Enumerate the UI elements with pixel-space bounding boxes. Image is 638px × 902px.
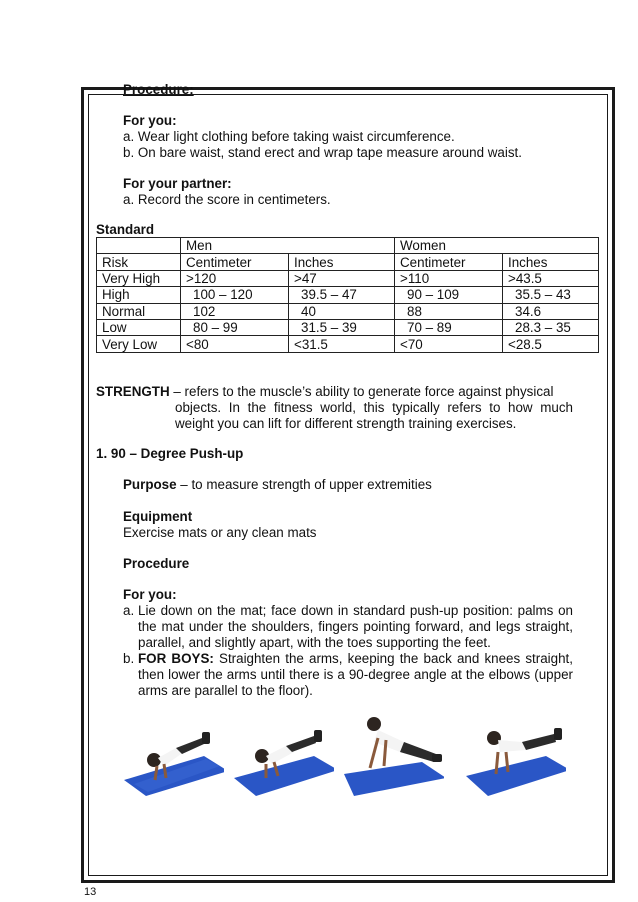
- table-cell: 100 – 120: [181, 287, 289, 303]
- table-cell: Very High: [97, 270, 181, 286]
- arm: [370, 738, 378, 768]
- table-cell: 40: [289, 303, 395, 319]
- strength-definition-line1: [96, 384, 553, 400]
- waist-standard-table: [96, 237, 599, 353]
- procedure-label: Procedure: [123, 556, 190, 571]
- table-cell: 80 – 99: [181, 319, 289, 335]
- pants: [176, 738, 204, 754]
- purpose-label: Purpose: [123, 477, 177, 492]
- head: [367, 717, 381, 731]
- table-cell: <28.5: [503, 336, 599, 352]
- table-row: [97, 270, 599, 286]
- table-header-cell: Inches: [289, 254, 395, 270]
- table-row: [97, 303, 599, 319]
- exercise-mat: [344, 762, 444, 796]
- arm: [496, 752, 498, 774]
- standard-title: Standard: [96, 222, 155, 237]
- table-cell: >47: [289, 270, 395, 286]
- table-header-cell: Centimeter: [395, 254, 503, 270]
- table-row: [97, 319, 599, 335]
- table-cell: Very Low: [97, 336, 181, 352]
- table-header-cell: Inches: [503, 254, 599, 270]
- table-cell: <80: [181, 336, 289, 352]
- step-b-text: [138, 651, 573, 699]
- pushup-purpose: [123, 477, 432, 493]
- table-cell: Low: [97, 319, 181, 335]
- page-number: 13: [84, 886, 97, 898]
- pants: [286, 736, 316, 752]
- strength-definition-rest: objects. In the fitness world, this typically refers to how much weight you can lift for different strength training exercises.: [175, 400, 573, 431]
- exercise-mat: [234, 756, 334, 796]
- table-cell: <31.5: [289, 336, 395, 352]
- table-cell: 39.5 – 47: [289, 287, 395, 303]
- for-boys-label: FOR BOYS:: [138, 651, 214, 666]
- table-row: [97, 287, 599, 303]
- step-a-marker: a.: [123, 603, 135, 618]
- strength-definition-start: – refers to the muscle’s ability to generate force against physical: [169, 384, 554, 399]
- strength-term: STRENGTH: [96, 384, 170, 399]
- equipment-text: Exercise mats or any clean mats: [123, 525, 317, 540]
- arm: [506, 752, 508, 772]
- table-group-women: Women: [395, 238, 599, 254]
- table-row: [97, 238, 599, 254]
- table-header-cell: Risk: [97, 254, 181, 270]
- table-cell: 31.5 – 39: [289, 319, 395, 335]
- equipment-label: Equipment: [123, 509, 193, 524]
- step-a-text: Lie down on the mat; face down in standard push-up position: palms on the mat under the shoulders, fingers pointing forward, and legs straight, parallel, and slightly apart, with the toes supporting the feet.: [138, 603, 573, 650]
- table-cell: 28.3 – 35: [503, 319, 599, 335]
- table-group-men: Men: [181, 238, 395, 254]
- shoe: [432, 754, 442, 762]
- for-you-label: For you:: [123, 113, 177, 128]
- exercise-mat: [466, 756, 566, 796]
- pants: [522, 734, 556, 750]
- arm: [164, 764, 166, 778]
- pushup-photo-2: [234, 716, 334, 796]
- arm: [155, 766, 157, 780]
- pushup-heading: 1. 90 – Degree Push-up: [96, 446, 244, 461]
- table-row: [97, 254, 599, 270]
- table-cell-blank: [97, 238, 181, 254]
- table-cell: 35.5 – 43: [503, 287, 599, 303]
- pushup-photo-4: [466, 716, 566, 796]
- shoe: [554, 728, 562, 740]
- table-cell: Normal: [97, 303, 181, 319]
- table-cell: 70 – 89: [395, 319, 503, 335]
- table-cell: >110: [395, 270, 503, 286]
- table-row: [97, 336, 599, 352]
- shoe: [202, 732, 210, 744]
- table-cell: 34.6: [503, 303, 599, 319]
- pushup-for-you-label: For you:: [123, 587, 177, 602]
- waist-step-a: a. Wear light clothing before taking waist circumference.: [123, 129, 455, 144]
- table-cell: <70: [395, 336, 503, 352]
- for-partner-label: For your partner:: [123, 176, 232, 191]
- pants: [400, 742, 436, 762]
- table-cell: >43.5: [503, 270, 599, 286]
- purpose-text: – to measure strength of upper extremities: [176, 477, 432, 492]
- head: [147, 753, 161, 767]
- shoe: [314, 730, 322, 742]
- table-header-cell: Centimeter: [181, 254, 289, 270]
- procedure-heading-top: Procedure:: [123, 82, 194, 97]
- step-b-body: Straighten the arms, keeping the back and knees straight, then lower the arms until there is a 90-degree angle at the elbows (upper arms are parallel to the floor).: [138, 651, 573, 698]
- table-cell: 88: [395, 303, 503, 319]
- partner-step-a: a. Record the score in centimeters.: [123, 192, 331, 207]
- pushup-photo-3: [344, 716, 444, 796]
- table-cell: >120: [181, 270, 289, 286]
- table-cell: 102: [181, 303, 289, 319]
- table-cell: 90 – 109: [395, 287, 503, 303]
- arm: [384, 740, 386, 766]
- step-b-marker: b.: [123, 651, 135, 666]
- table-cell: High: [97, 287, 181, 303]
- pushup-photo-1: [124, 716, 224, 796]
- waist-step-b: b. On bare waist, stand erect and wrap tape measure around waist.: [123, 145, 522, 160]
- shirt: [498, 740, 526, 752]
